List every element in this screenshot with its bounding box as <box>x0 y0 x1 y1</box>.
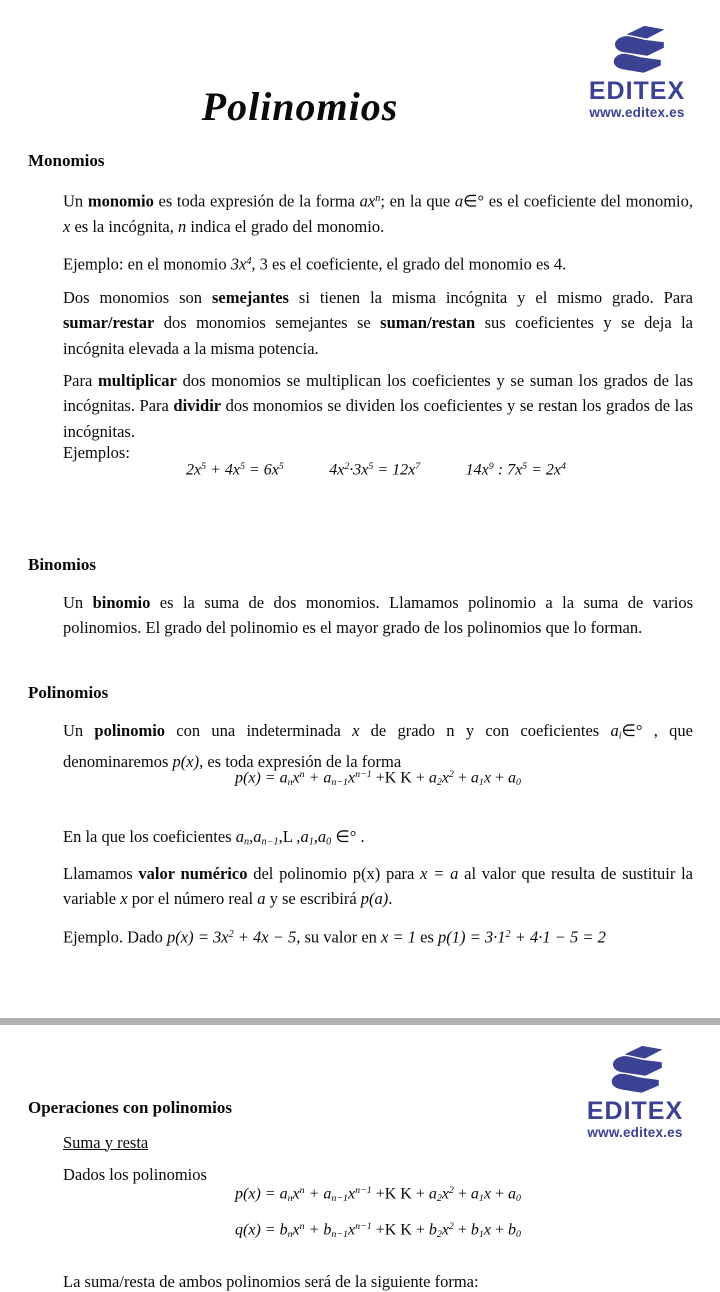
paragraph-coeficientes: En la que los coeficientes an,an−1,L ,a1,a0 ∈° . <box>63 826 365 848</box>
editex-wordmark: EDITEX <box>586 1097 684 1125</box>
paragraph-valor-numerico: Llamamos valor numérico del polinomio p(x) para x = a al valor que resulta de sustituir la variable x por el número real a y se escribirá p(a). <box>63 863 693 908</box>
stacked-books-icon <box>580 1044 690 1099</box>
heading-binomios: Binomios <box>28 555 97 575</box>
paragraph-dados-polinomios: Dados los polinomios <box>63 1164 207 1184</box>
paragraph-monomio-example: Ejemplo: en el monomio $3x^4$, 3 es el coeficiente, el grado del monomio es 4. <box>63 254 567 274</box>
editex-url: www.editex.es <box>589 104 685 120</box>
stacked-books-icon <box>582 24 692 79</box>
paragraph-binomio-definition: Un binomio es la suma de dos monomios. Llamamos polinomio a la suma de varios polinomios. El grado del polinomio es el mayor grado de los polinomios que lo forman. <box>63 592 694 637</box>
formula-suma-monomios: $2x^5 + 4x^5 = 6x^5$ <box>186 461 284 479</box>
formula-q-de-x: $q(x) = bnx^n + bn-1x^{n-1} +K$ $K + b2x^2 + b1x + b0$ <box>235 1221 521 1240</box>
paragraph-suma-resta-outro: La suma/resta de ambos polinomios será de la siguiente forma: <box>63 1271 479 1291</box>
paragraph-semejantes: Dos monomios son semejantes si tienen la misma incógnita y el mismo grado. Para sumar/restar dos monomios semejantes se suman/restan sus coeficientes y se deja la incógnita elevada a la misma potencia. <box>63 287 694 358</box>
editex-logo-page2 <box>580 1044 690 1141</box>
heading-polinomios: Polinomios <box>28 683 109 703</box>
page-title: Polinomios <box>201 83 399 129</box>
formula-cociente-monomios: $14x^9$ : $7x^5 = 2x^4$ <box>465 461 566 479</box>
formula-producto-monomios: $4x^2\cdot 3x^5 = 12x^7$ <box>329 461 421 479</box>
monomio-example-formulas <box>186 461 566 479</box>
formula-p-de-x: $p(x) = anx^n + an-1x^{n-1} +K$ $K + a2x^2 + a1x + a0$ <box>235 1185 521 1204</box>
editex-wordmark: EDITEX <box>588 77 686 105</box>
subheading-suma-resta: Suma y resta <box>63 1132 149 1152</box>
paragraph-valor-numerico-example: Ejemplo. Dado $p(x) = 3x^2 + 4x - 5$, su valor en x = 1 es $p(1) = 3\cdot 1^2 + 4\cdot 1 - 5 = 2$ <box>63 927 606 947</box>
paragraph-polinomio-definition: Un polinomio con una indeterminada x de grado n y con coeficientes ai∈° , que denominaremos p(x), es toda expresión de la forma <box>63 720 693 771</box>
heading-operaciones: Operaciones con polinomios <box>28 1098 233 1118</box>
page-break-divider <box>0 1018 720 1025</box>
editex-logo <box>582 24 692 121</box>
formula-polinomio-general: $p(x) = anx^n + an-1x^{n-1} +K$ $K + a2x^2 + a1x + a0$ <box>235 769 521 788</box>
editex-url: www.editex.es <box>587 1124 683 1140</box>
heading-monomios: Monomios <box>28 151 105 171</box>
paragraph-multiplicar-dividir: Para multiplicar dos monomios se multiplican los coeficientes y se suman los grados de las incógnitas. Para dividir dos monomios se dividen los coeficientes y se restan los grados de las incógnitas. <box>63 370 693 441</box>
ejemplos-label: Ejemplos: <box>63 442 130 462</box>
paragraph-monomio-definition: Un monomio es toda expresión de la forma $ax^n$; en la que a∈° es el coeficiente del monomio, x es la incógnita, n indica el grado del monomio. <box>63 191 694 236</box>
